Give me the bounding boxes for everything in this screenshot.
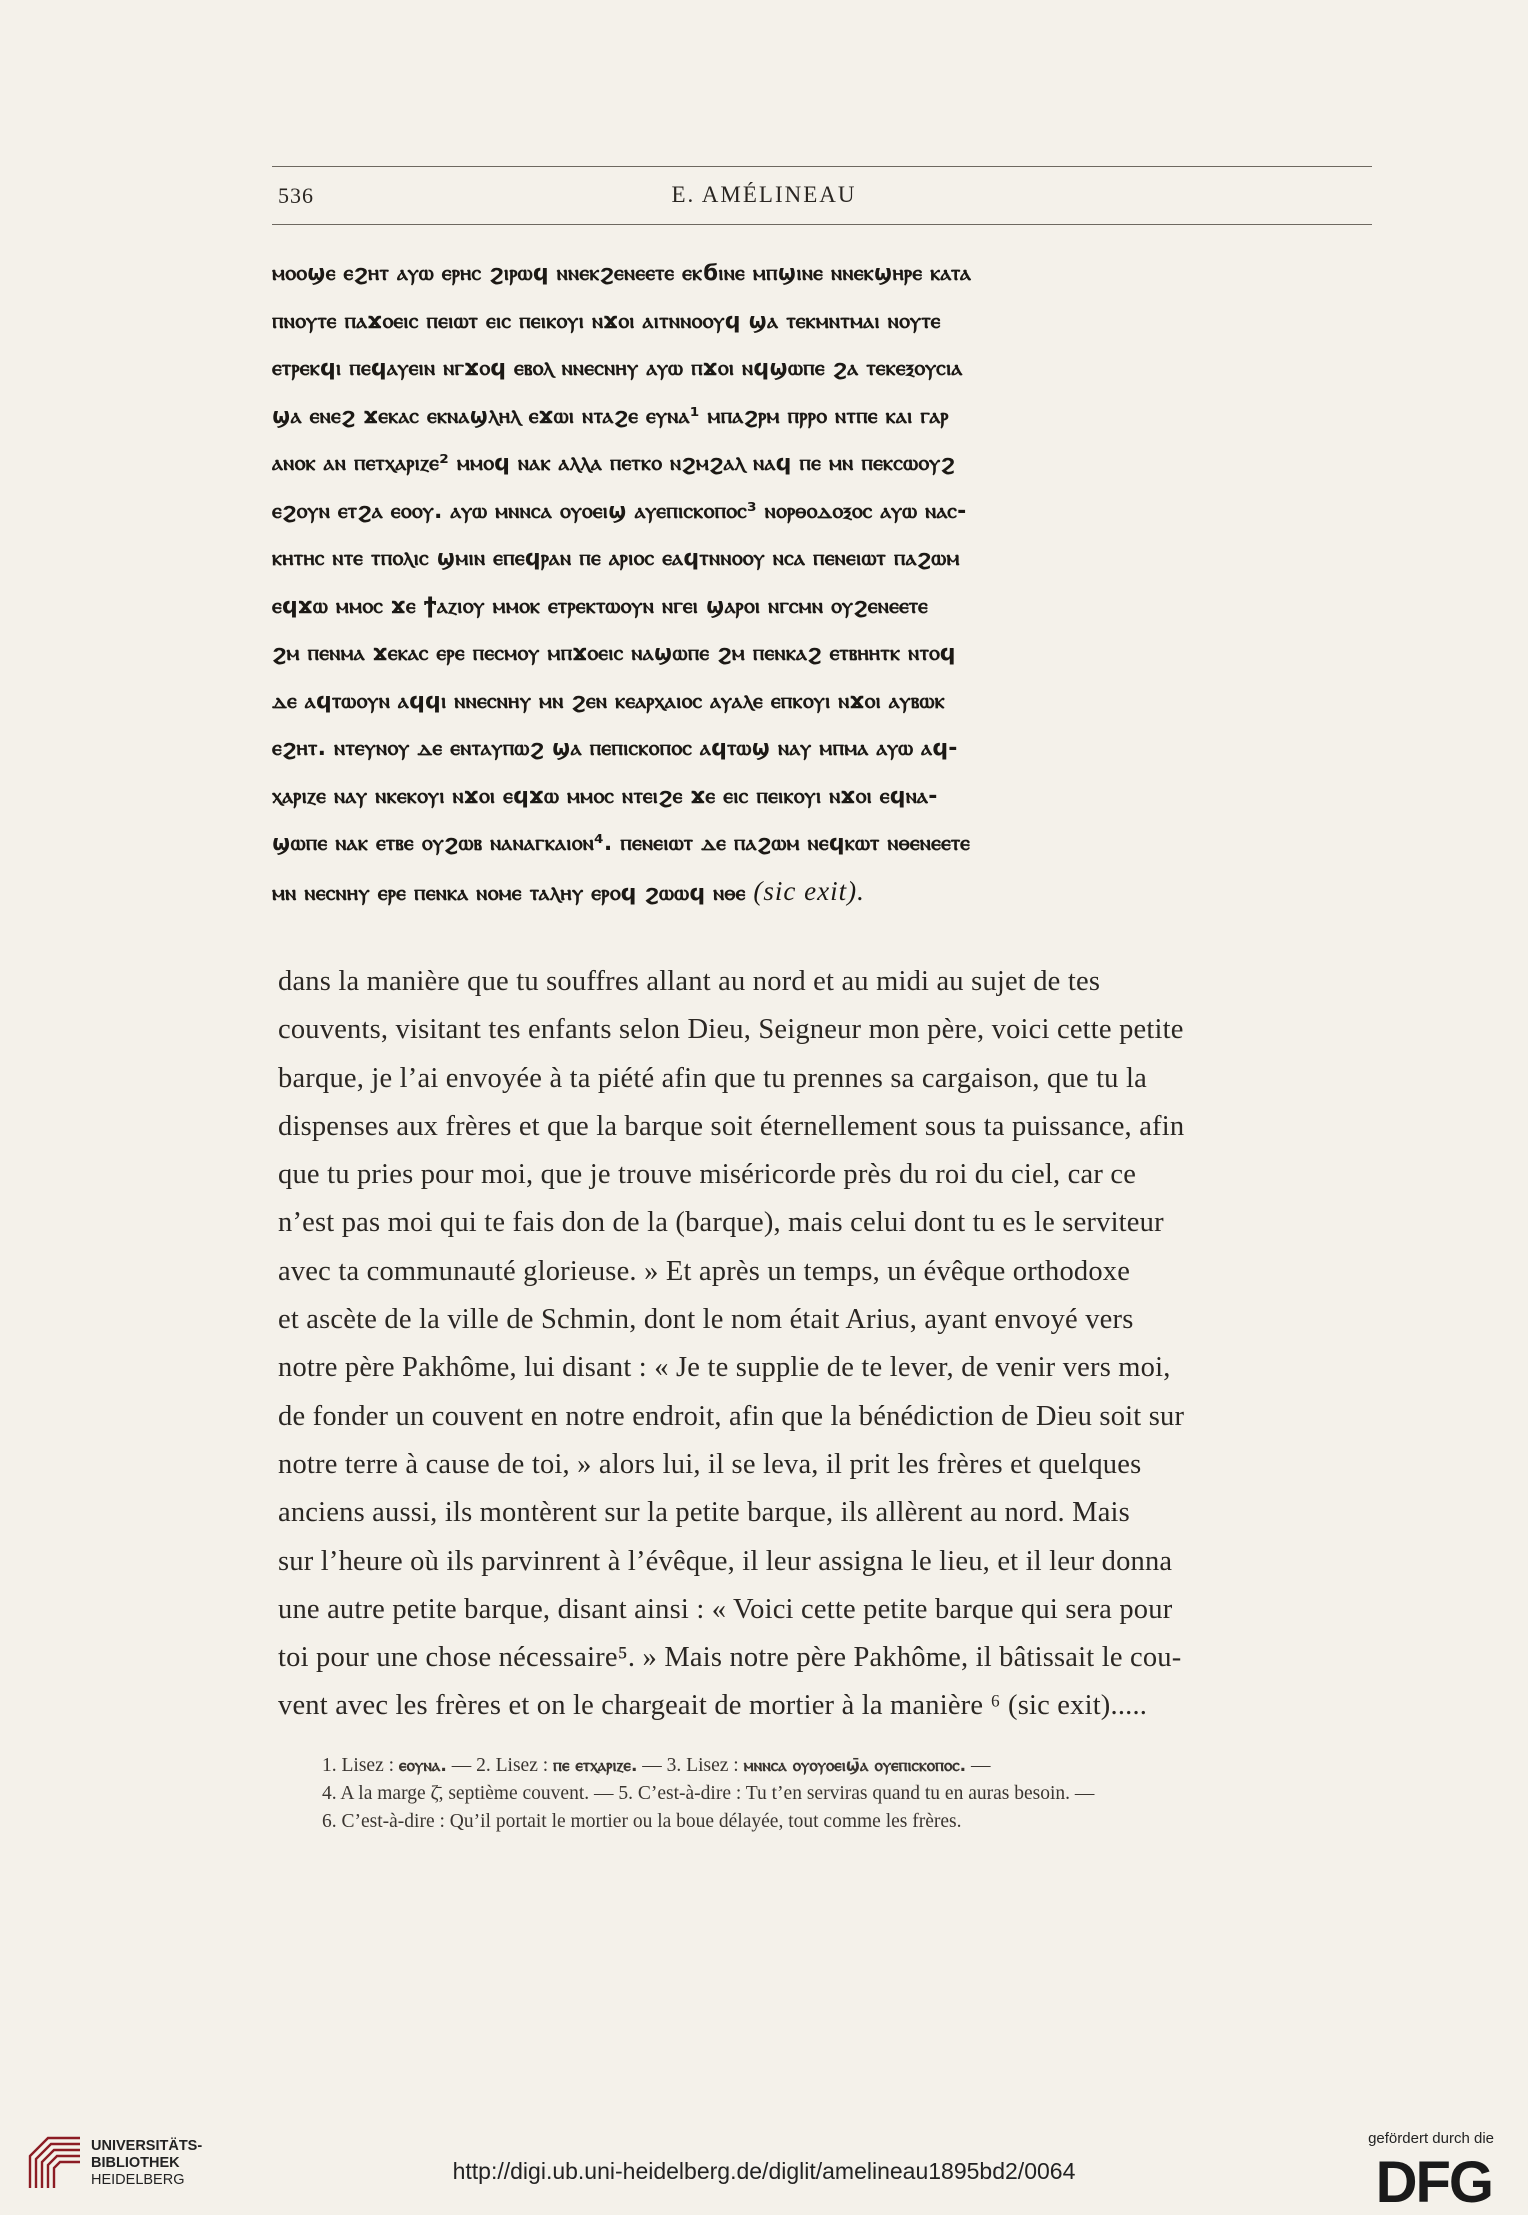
footnote-text: — 3. Lisez : <box>637 1755 744 1776</box>
footnote-line-2: 4. A la marge ζ̄, septième couvent. — 5. C’est-à-dire : Tu t’en serviras quand tu en auras besoin. — <box>322 1783 1095 1804</box>
footnote-line-1 <box>322 1752 1392 1780</box>
coptic-line: ⲉϩⲏⲧ. ⲛⲧⲉⲩⲛⲟⲩ ⲇⲉ ⲉⲛⲧⲁⲩⲡⲱϩ ϣⲁ ⲡⲉⲡⲓⲥⲕⲟⲡⲟⲥ ⲁϥⲧⲱϣ ⲛⲁⲩ ⲙⲡⲙⲁ ⲁⲩⲱ ⲁϥ- <box>272 736 958 761</box>
translation-line: que tu pries pour moi, que je trouve miséricorde près du roi du ciel, car ce <box>278 1159 1137 1191</box>
translation-line: sur l’heure où ils parvinrent à l’évêque, il leur assigna le lieu, et il leur donna <box>278 1545 1173 1577</box>
translation-line: et ascète de la ville de Schmin, dont le nom était Arius, ayant envoyé vers <box>278 1304 1134 1336</box>
coptic-line: ⲉϩⲟⲩⲛ ⲉⲧϩⲁ ⲉⲟⲟⲩ. ⲁⲩⲱ ⲙⲛⲛⲥⲁ ⲟⲩⲟⲉⲓϣ ⲁⲩⲉⲡⲓⲥⲕⲟⲡⲟⲥ³ ⲛⲟⲣⲑⲟⲇⲟⲝⲟⲥ ⲁⲩⲱ ⲛⲁⲥ- <box>272 498 967 524</box>
translation-line: une autre petite barque, disant ainsi : « Voici cette petite barque qui sera pour <box>278 1593 1173 1625</box>
french-translation <box>278 958 1388 1731</box>
coptic-line: ⲭⲁⲣⲓⲍⲉ ⲛⲁⲩ ⲛⲕⲉⲕⲟⲩⲓ ⲛϫⲟⲓ ⲉϥϫⲱ ⲙⲙⲟⲥ ⲛⲧⲉⲓϩⲉ ϫⲉ ⲉⲓⲥ ⲡⲉⲓⲕⲟⲩⲓ ⲛϫⲟⲓ ⲉϥⲛⲁ- <box>272 783 938 809</box>
coptic-line: ⲉⲧⲣⲉⲕϥⲓ ⲡⲉϥⲁⲩⲉⲓⲛ ⲛⲅϫⲟϥ ⲉⲃⲟⲗ ⲛⲛⲉⲥⲛⲏⲩ ⲁⲩⲱ ⲡϫⲟⲓ ⲛϥϣⲱⲡⲉ ϩⲁ ⲧⲉⲕⲉⲝⲟⲩⲥⲓⲁ <box>272 356 963 381</box>
translation-line: toi pour une chose nécessaire⁵. » Mais notre père Pakhôme, il bâtissait le cou- <box>278 1642 1182 1674</box>
coptic-line: ϣⲁ ⲉⲛⲉϩ ϫⲉⲕⲁⲥ ⲉⲕⲛⲁϣⲗⲏⲗ ⲉϫⲱⲓ ⲛⲧⲁϩⲉ ⲉⲩⲛⲁ¹ ⲙⲡⲁϩⲣⲙ ⲡⲣⲣⲟ ⲛⲧⲡⲉ ⲕⲁⲓ ⲅⲁⲣ <box>272 403 949 429</box>
translation-line: avec ta communauté glorieuse. » Et après un temps, un évêque orthodoxe <box>278 1255 1131 1287</box>
coptic-line: ⲙⲟⲟϣⲉ ⲉϩⲏⲧ ⲁⲩⲱ ⲉⲣⲏⲥ ϩⲓⲣⲱϥ ⲛⲛⲉⲕϩⲉⲛⲉⲉⲧⲉ ⲉⲕϭⲓⲛⲉ ⲙⲡϣⲓⲛⲉ ⲛⲛⲉⲕϣⲏⲣⲉ ⲕⲁⲧⲁ <box>272 261 972 286</box>
footnotes <box>322 1752 1392 1836</box>
footnote-coptic: ⲉⲟⲩⲛⲁ. <box>398 1756 447 1776</box>
translation-line: vent avec les frères et on le chargeait de mortier à la manière ⁶ (sic exit)..... <box>278 1690 1148 1722</box>
library-name-line: HEIDELBERG <box>91 2172 185 2188</box>
library-name-line: BIBLIOTHEK <box>91 2155 180 2171</box>
translation-line: n’est pas moi qui te fais don de la (barque), mais celui dont tu es le serviteur <box>278 1207 1164 1239</box>
page-number: 536 <box>278 183 314 208</box>
digitization-footer <box>0 2120 1528 2215</box>
footnote-text: — <box>966 1755 991 1776</box>
translation-line: de fonder un couvent en notre endroit, afin que la bénédiction de Dieu soit sur <box>278 1400 1185 1432</box>
dfg-logo: DFG <box>1375 2150 1492 2215</box>
coptic-line: ⲕⲏⲧⲏⲥ ⲛⲧⲉ ⲧⲡⲟⲗⲓⲥ ϣⲙⲓⲛ ⲉⲡⲉϥⲣⲁⲛ ⲡⲉ ⲁⲣⲓⲟⲥ ⲉⲁϥⲧⲛⲛⲟⲟⲩ ⲛⲥⲁ ⲡⲉⲛⲉⲓⲱⲧ ⲡⲁϩⲱⲙ <box>272 546 960 571</box>
coptic-line: ⲇⲉ ⲁϥⲧⲱⲟⲩⲛ ⲁϥϥⲓ ⲛⲛⲉⲥⲛⲏⲩ ⲙⲛ ϩⲉⲛ ⲕⲉⲁⲣⲭⲁⲓⲟⲥ ⲁⲩⲁⲗⲉ ⲉⲡⲕⲟⲩⲓ ⲛϫⲟⲓ ⲁⲩⲃⲱⲕ <box>272 688 945 714</box>
funder-caption: gefördert durch die <box>1368 2130 1494 2147</box>
coptic-line: ⲡⲛⲟⲩⲧⲉ ⲡⲁϫⲟⲉⲓⲥ ⲡⲉⲓⲱⲧ ⲉⲓⲥ ⲡⲉⲓⲕⲟⲩⲓ ⲛϫⲟⲓ ⲁⲓⲧⲛⲛⲟⲟⲩϥ ϣⲁ ⲧⲉⲕⲙⲛⲧⲙⲁⲓ ⲛⲟⲩⲧⲉ <box>272 308 941 334</box>
coptic-text-block <box>272 250 1390 915</box>
translation-line: notre terre à cause de toi, » alors lui, il se leva, il prit les frères et quelques <box>278 1448 1142 1480</box>
translation-line: dans la manière que tu souffres allant au nord et au midi au sujet de tes <box>278 966 1101 997</box>
coptic-line: ϩⲙ ⲡⲉⲛⲙⲁ ϫⲉⲕⲁⲥ ⲉⲣⲉ ⲡⲉⲥⲙⲟⲩ ⲙⲡϫⲟⲉⲓⲥ ⲛⲁϣⲱⲡⲉ ϩⲙ ⲡⲉⲛⲕⲁϩ ⲉⲧⲃⲏⲏⲧⲕ ⲛⲧⲟϥ <box>272 641 956 666</box>
footnote-coptic: ⲙⲛⲛⲥⲁ ⲟⲩⲟⲩⲟⲉⲓϣ̄ⲁ ⲟⲩⲉⲡⲓⲥⲕⲟⲡⲟⲥ. <box>743 1756 967 1776</box>
footnote-text: 1. Lisez : <box>322 1755 399 1776</box>
translation-line: barque, je l’ai envoyée à ta piété afin que tu prennes sa cargaison, que tu la <box>278 1062 1147 1094</box>
footnote-text: — 2. Lisez : <box>446 1755 554 1776</box>
sic-exit-note: (sic exit). <box>753 875 865 906</box>
coptic-line: ϣⲱⲡⲉ ⲛⲁⲕ ⲉⲧⲃⲉ ⲟⲩϩⲱⲃ ⲛⲁⲛⲁⲅⲕⲁⲓⲟⲛ⁴. ⲡⲉⲛⲉⲓⲱⲧ ⲇⲉ ⲡⲁϩⲱⲙ ⲛⲉϥⲕⲱⲧ ⲛⲑⲉⲛⲉⲉⲧⲉ <box>272 831 971 856</box>
header-rule-bottom <box>272 224 1372 225</box>
translation-line: notre père Pakhôme, lui disant : « Je te supplie de te lever, de venir vers moi, <box>278 1352 1171 1384</box>
footnote-line-3: 6. C’est-à-dire : Qu’il portait le mortier ou la boue délayée, tout comme les frères. <box>322 1811 962 1832</box>
header-rule-top <box>272 166 1372 167</box>
translation-line: anciens aussi, ils montèrent sur la petite barque, ils allèrent au nord. Mais <box>278 1497 1130 1529</box>
source-url-link[interactable]: http://digi.ub.uni-heidelberg.de/diglit/amelineau1895bd2/0064 <box>452 2158 1076 2184</box>
coptic-line-last <box>272 868 1390 916</box>
library-name-line: UNIVERSITÄTS- <box>91 2138 203 2154</box>
running-head: E. AMÉLINEAU <box>671 182 857 207</box>
translation-line: dispenses aux frères et que la barque soit éternellement sous ta puissance, afin <box>278 1110 1185 1142</box>
coptic-line: ⲉϥϫⲱ ⲙⲙⲟⲥ ϫⲉ ϯⲁⲍⲓⲟⲩ ⲙⲙⲟⲕ ⲉⲧⲣⲉⲕⲧⲱⲟⲩⲛ ⲛⲅⲉⲓ ϣⲁⲣⲟⲓ ⲛⲅⲥⲙⲛ ⲟⲩϩⲉⲛⲉⲉⲧⲉ <box>272 593 929 619</box>
translation-line: couvents, visitant tes enfants selon Dieu, Seigneur mon père, voici cette petite <box>278 1014 1184 1046</box>
coptic-line: ⲁⲛⲟⲕ ⲁⲛ ⲡⲉⲧⲭⲁⲣⲓⲍⲉ² ⲙⲙⲟϥ ⲛⲁⲕ ⲁⲗⲗⲁ ⲡⲉⲧⲕⲟ ⲛϩⲙϩⲁⲗ ⲛⲁϥ ⲡⲉ ⲙⲛ ⲡⲉⲕⲥⲱⲟⲩϩ <box>272 451 956 476</box>
coptic-line-text: ⲙⲛ ⲛⲉⲥⲛⲏⲩ ⲉⲣⲉ ⲡⲉⲛⲕⲁ ⲛⲟⲙⲉ ⲧⲁⲗⲏⲩ ⲉⲣⲟϥ ϩⲱⲱϥ ⲛⲑⲉ <box>272 880 746 906</box>
footnote-coptic: ⲡⲉ ⲉⲧⲭⲁⲣⲓⲍⲉ. <box>553 1756 638 1776</box>
